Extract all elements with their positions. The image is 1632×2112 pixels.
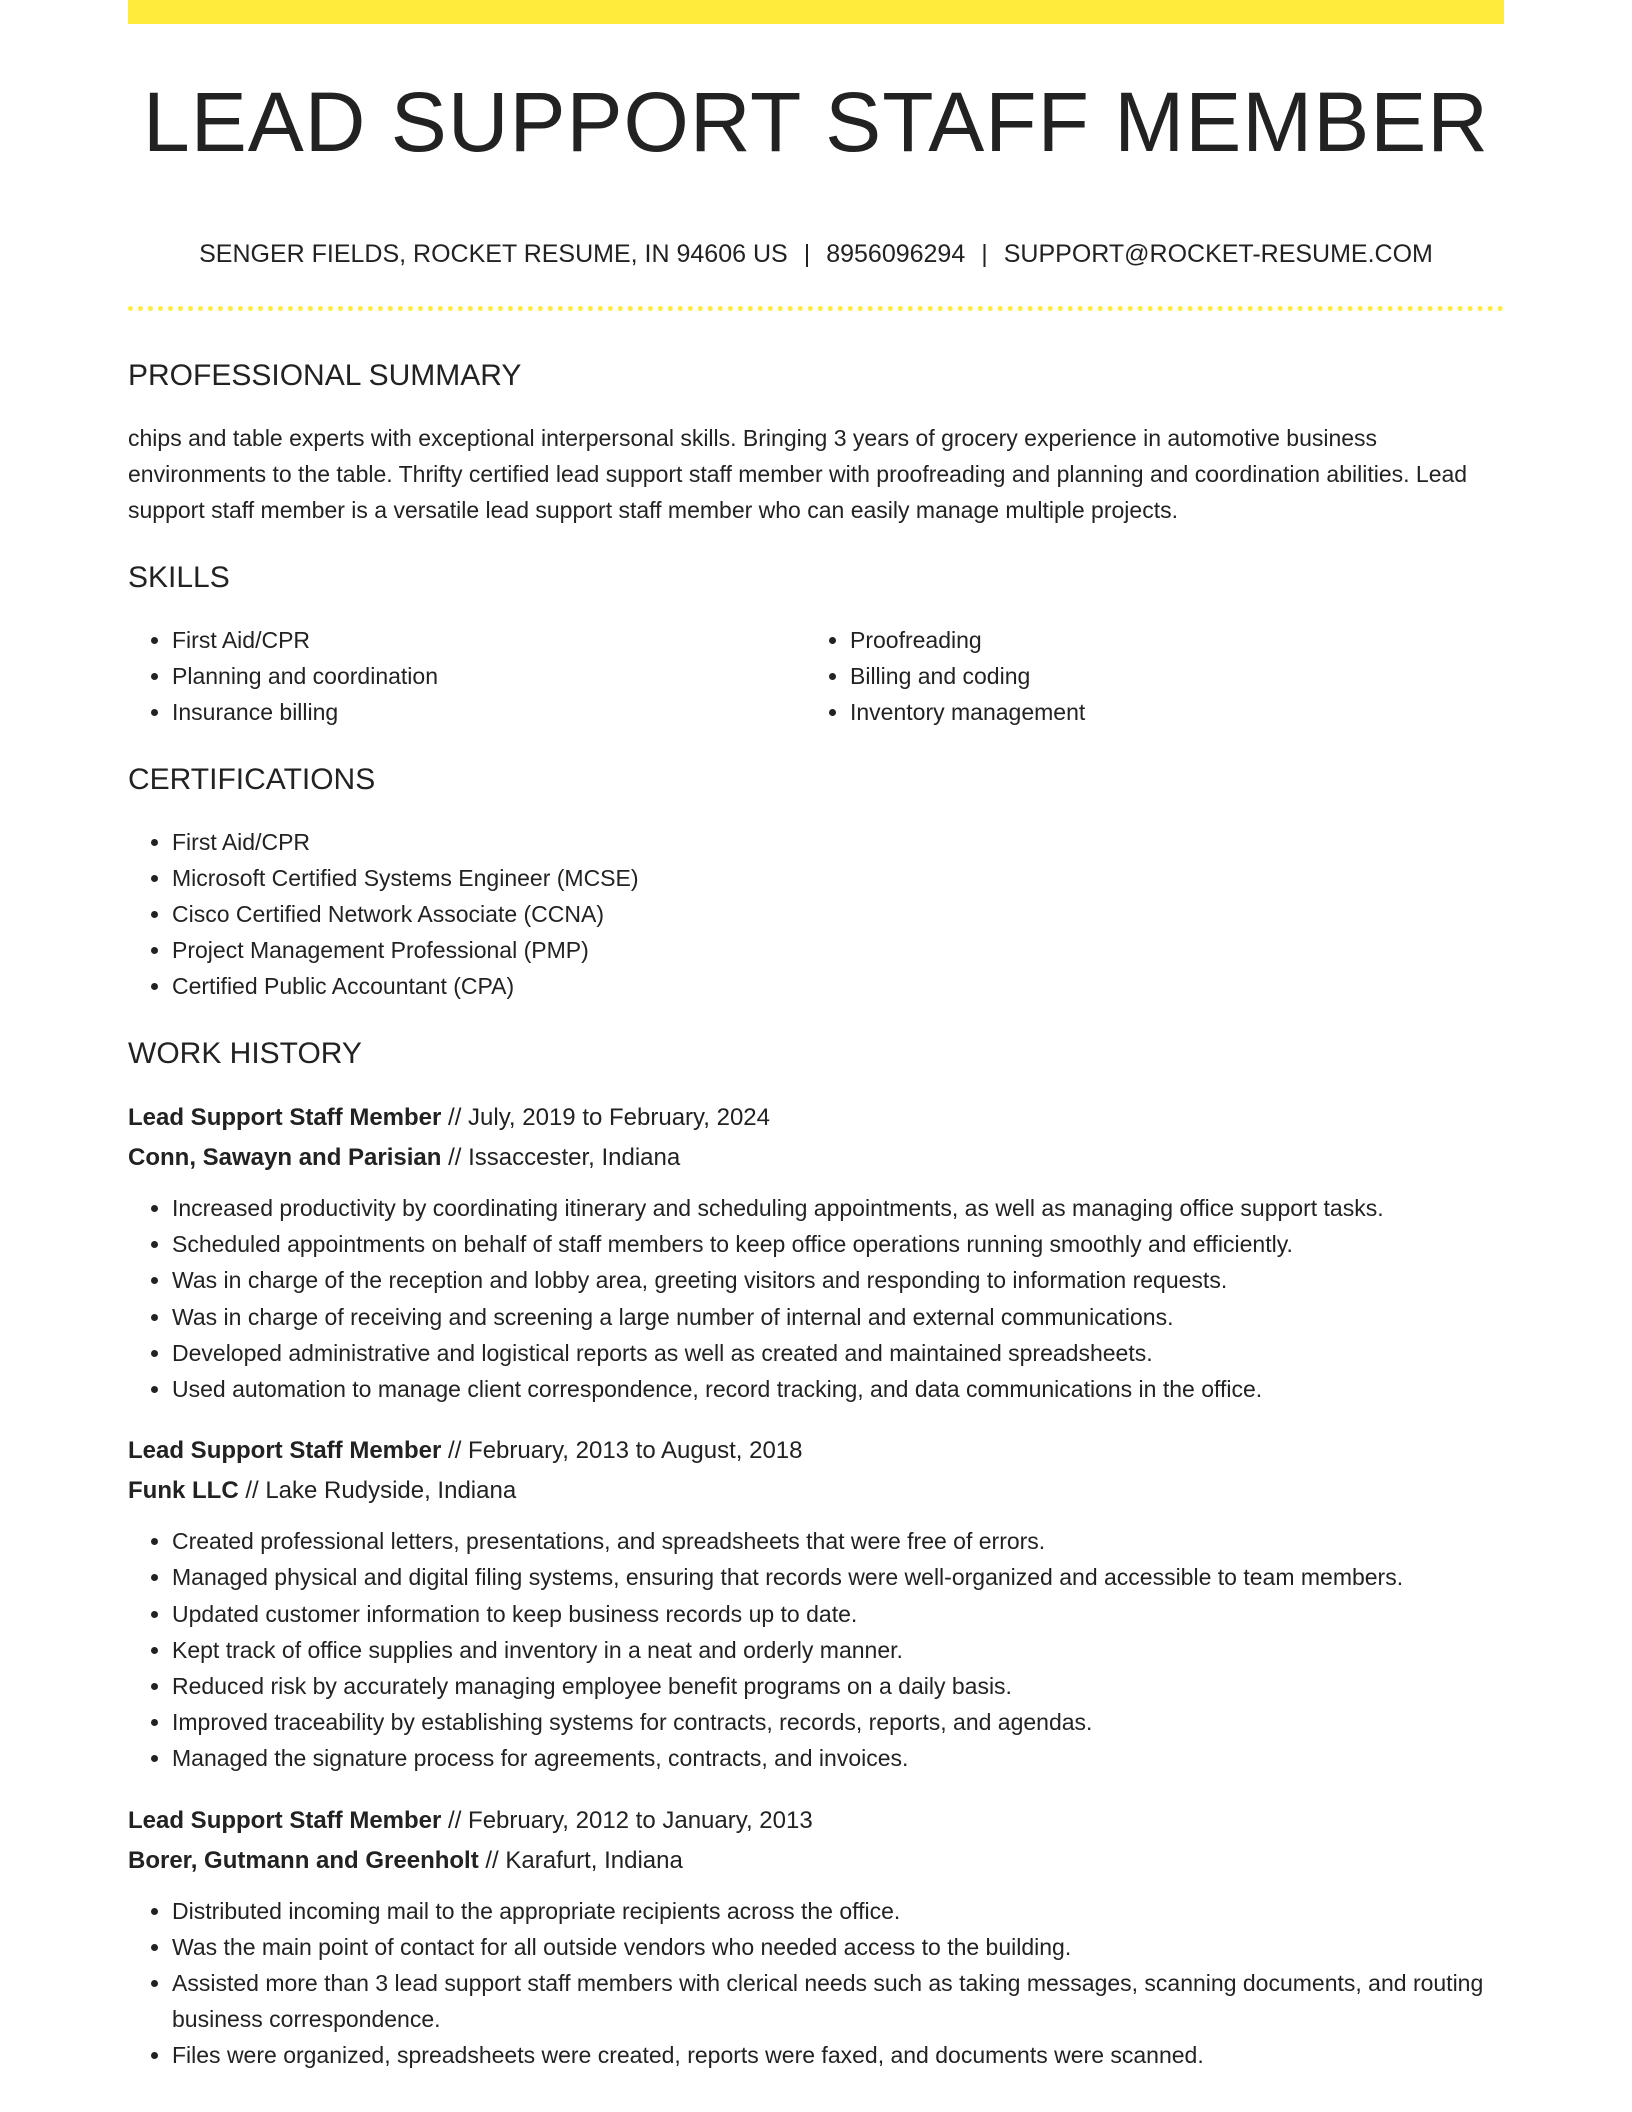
certifications-list — [128, 824, 1504, 1004]
skills-columns — [128, 622, 1504, 730]
skill-item: • Billing and coding — [850, 658, 1484, 694]
job-bullet: • Was in charge of the reception and lobby area, greeting visitors and responding to information requests. — [172, 1262, 1504, 1298]
job-bullet: • Distributed incoming mail to the appropriate recipients across the office. — [172, 1893, 1504, 1929]
job-bullet: • Managed physical and digital filing systems, ensuring that records were well-organized and accessible to team members. — [172, 1559, 1504, 1595]
job-bullet: • Kept track of office supplies and inventory in a neat and orderly manner. — [172, 1632, 1504, 1668]
job-bullet: • Developed administrative and logistical reports as well as created and maintained spreadsheets. — [172, 1335, 1504, 1371]
skill-item: • Planning and coordination — [172, 658, 806, 694]
job-company-line — [128, 1471, 1504, 1511]
job-location: // Karafurt, Indiana — [478, 1846, 683, 1874]
summary-section — [128, 348, 1504, 528]
job-location: // Issaccester, Indiana — [441, 1144, 681, 1171]
job-dates: // February, 2012 to January, 2013 — [441, 1806, 813, 1834]
contact-address: SENGER FIELDS, ROCKET RESUME, IN 94606 US — [199, 240, 788, 268]
work-history-section — [128, 1026, 1504, 2074]
job-bullet: • Assisted more than 3 lead support staff members with clerical needs such as taking messages, scanning documents, and routing business correspondence. — [172, 1965, 1504, 2037]
job-dates: // July, 2019 to February, 2024 — [441, 1104, 770, 1131]
certifications-section — [128, 752, 1504, 1004]
certifications-heading: CERTIFICATIONS — [128, 763, 376, 796]
job-bullet: • Improved traceability by establishing systems for contracts, records, reports, and agendas. — [172, 1704, 1504, 1740]
skill-item: • Inventory management — [850, 694, 1484, 730]
job-title-line — [128, 1431, 1504, 1471]
job-bullet: • Increased productivity by coordinating itinerary and scheduling appointments, as well as managing office support tasks. — [172, 1190, 1504, 1226]
job-title: Lead Support Staff Member — [128, 1806, 442, 1834]
job-bullet: • Files were organized, spreadsheets were created, reports were faxed, and documents were scanned. — [172, 2037, 1504, 2073]
job-company-line — [128, 1138, 1504, 1178]
resume-body — [128, 348, 1504, 2098]
skills-section — [128, 550, 1504, 730]
job-title-line — [128, 1801, 1504, 1841]
contact-email[interactable]: SUPPORT@ROCKET-RESUME.COM — [1003, 240, 1433, 268]
skill-item: • First Aid/CPR — [172, 622, 806, 658]
certification-item: • Project Management Professional (PMP) — [172, 932, 1504, 968]
job-bullet: • Updated customer information to keep business records up to date. — [172, 1596, 1504, 1632]
skills-column-left — [128, 622, 806, 730]
job-entry — [128, 1098, 1504, 1407]
certification-item: • Cisco Certified Network Associate (CCNA) — [172, 896, 1504, 932]
job-bullet: • Was the main point of contact for all outside vendors who needed access to the building. — [172, 1929, 1504, 1965]
accent-top-bar — [128, 0, 1504, 24]
summary-heading: PROFESSIONAL SUMMARY — [128, 359, 522, 392]
job-title-line — [128, 1098, 1504, 1138]
job-entry — [128, 1431, 1504, 1776]
job-company: Borer, Gutmann and Greenholt — [128, 1846, 479, 1874]
job-title: Lead Support Staff Member — [128, 1437, 442, 1465]
certification-item: • First Aid/CPR — [172, 824, 1504, 860]
job-dates: // February, 2013 to August, 2018 — [441, 1437, 803, 1465]
job-company-line — [128, 1841, 1504, 1881]
skills-column-right — [806, 622, 1484, 730]
summary-text: chips and table experts with exceptional interpersonal skills. Bringing 3 years of grocery experience in automotive business environments to the table. Thrifty certified lead support staff member with proofreading and planning and coordination abilities. Lead support staff member is a versatile lead support staff member who can easily manage multiple projects. — [128, 425, 1468, 523]
contact-separator: | — [803, 240, 811, 268]
contact-line — [128, 236, 1504, 272]
job-bullets — [128, 1893, 1504, 2074]
job-company: Funk LLC — [128, 1477, 239, 1505]
job-location: // Lake Rudyside, Indiana — [238, 1477, 517, 1505]
job-bullet: • Created professional letters, presentations, and spreadsheets that were free of errors. — [172, 1523, 1504, 1559]
certification-item: • Certified Public Accountant (CPA) — [172, 968, 1504, 1004]
job-bullet: • Used automation to manage client correspondence, record tracking, and data communications in the office. — [172, 1371, 1504, 1407]
resume-title: LEAD SUPPORT STAFF MEMBER — [143, 75, 1489, 169]
job-bullet: • Managed the signature process for agreements, contracts, and invoices. — [172, 1740, 1504, 1776]
skills-heading: SKILLS — [128, 561, 230, 594]
job-bullets — [128, 1523, 1504, 1776]
job-entry — [128, 1801, 1504, 2074]
job-bullet: • Was in charge of receiving and screening a large number of internal and external communications. — [172, 1299, 1504, 1335]
contact-phone[interactable]: 8956096294 — [826, 240, 966, 268]
skill-item: • Insurance billing — [172, 694, 806, 730]
skill-item: • Proofreading — [850, 622, 1484, 658]
certification-item: • Microsoft Certified Systems Engineer (MCSE) — [172, 860, 1504, 896]
job-bullet: • Reduced risk by accurately managing employee benefit programs on a daily basis. — [172, 1668, 1504, 1704]
dotted-divider — [128, 306, 1504, 311]
work-history-heading: WORK HISTORY — [128, 1037, 362, 1070]
job-title: Lead Support Staff Member — [128, 1104, 442, 1131]
job-bullet: • Scheduled appointments on behalf of staff members to keep office operations running smoothly and efficiently. — [172, 1226, 1504, 1262]
job-bullets — [128, 1190, 1504, 1407]
job-company: Conn, Sawayn and Parisian — [128, 1144, 442, 1171]
contact-separator: | — [981, 240, 988, 268]
